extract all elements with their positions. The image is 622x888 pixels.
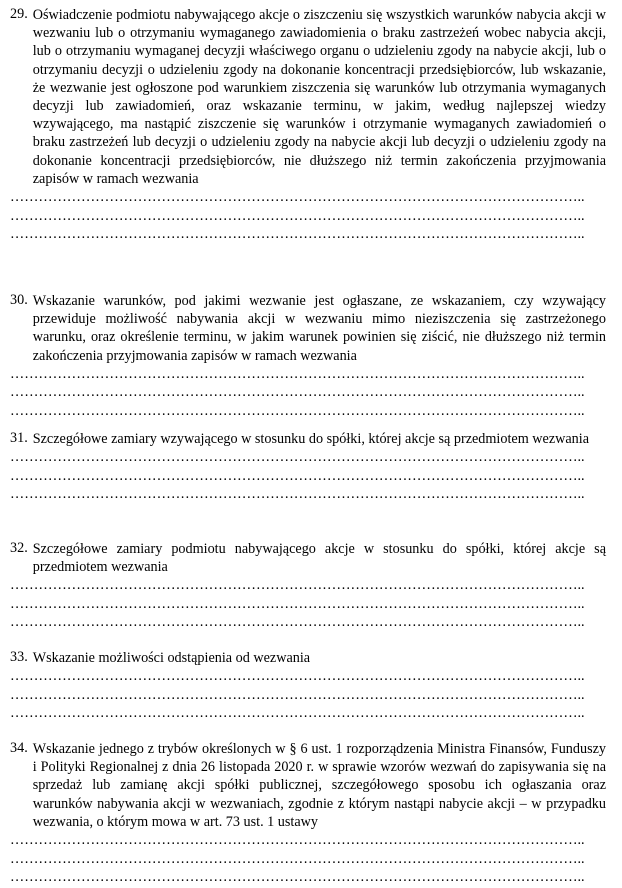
section-32 (10, 540, 606, 632)
section-34 (10, 740, 606, 887)
section-32-number: 32. (10, 540, 28, 556)
section-29-number: 29. (10, 6, 28, 22)
answer-line[interactable]: ………………………………………………………………………………………………………….. (10, 686, 585, 703)
answer-line[interactable]: ………………………………………………………………………………………………………….. (10, 869, 585, 886)
section-30 (10, 292, 606, 420)
answer-line[interactable]: ………………………………………………………………………………………………………….. (10, 614, 585, 631)
section-29-answer-lines (10, 188, 606, 244)
section-32-answer-lines (10, 576, 606, 632)
answer-line[interactable]: ………………………………………………………………………………………………………….. (10, 449, 585, 466)
section-30-answer-lines (10, 365, 606, 421)
answer-line[interactable]: ………………………………………………………………………………………………………….. (10, 207, 585, 224)
answer-line[interactable]: ………………………………………………………………………………………………………….. (10, 384, 585, 401)
answer-line[interactable]: ………………………………………………………………………………………………………….. (10, 189, 585, 206)
section-34-text: Wskazanie jednego z trybów określonych w § 6 ust. 1 rozporządzenia Ministra Finansów, Funduszy i Polityki Regionalnej z dnia 26 listopada 2020 r. w sprawie wzorów wezwań do zapisywania się na sprzedaż lub zamianę akcji spółki publicznej, szczegółowego sposobu ich ogłaszania oraz warunków nabywania akcji w wezwaniach, zgodnie z którym nastąpi nabycie akcji – w przypadku wezwania, o którym mowa w art. 73 ust. 1 ustawy (32, 741, 606, 830)
section-30-heading (10, 292, 606, 365)
section-33-number: 33. (10, 649, 28, 665)
section-33-heading (10, 649, 606, 667)
section-31-number: 31. (10, 430, 28, 446)
answer-line[interactable]: ………………………………………………………………………………………………………….. (10, 486, 585, 503)
section-31-heading (10, 430, 606, 448)
answer-line[interactable]: ………………………………………………………………………………………………………….. (10, 402, 585, 419)
answer-line[interactable]: ………………………………………………………………………………………………………….. (10, 577, 585, 594)
answer-line[interactable]: ………………………………………………………………………………………………………….. (10, 365, 585, 382)
section-31-answer-lines (10, 448, 606, 504)
section-33-answer-lines (10, 667, 606, 723)
answer-line[interactable]: ………………………………………………………………………………………………………….. (10, 832, 585, 849)
answer-line[interactable]: ………………………………………………………………………………………………………….. (10, 595, 585, 612)
section-29-heading (10, 6, 606, 188)
section-30-number: 30. (10, 292, 28, 308)
section-32-heading (10, 540, 606, 576)
section-30-text: Wskazanie warunków, pod jakimi wezwanie jest ogłaszane, ze wskazaniem, czy wzywający przewiduje możliwość nabywania akcji w wezwaniu mimo nieziszczenia się zastrzeżonego warunku, oraz określenie terminu, w jakim warunek powinien się ziścić, nie dłuższego niż termin zakończenia przyjmowania zapisów w ramach wezwania (32, 293, 606, 364)
section-31-text: Szczegółowe zamiary wzywającego w stosunku do spółki, której akcje są przedmiotem wezwania (32, 431, 590, 447)
answer-line[interactable]: ………………………………………………………………………………………………………….. (10, 705, 585, 722)
section-34-heading (10, 740, 606, 831)
section-29-text: Oświadczenie podmiotu nabywającego akcje o ziszczeniu się wszystkich warunków nabycia akcji w wezwaniu lub o otrzymaniu wymaganego zawiadomienia o braku zastrzeżeń wobec nabycia akcji, lub o otrzymaniu wymaganej decyzji właściwego organu o udzieleniu zgody na nabycie akcji, lub o otrzymaniu decyzji o udzieleniu zgody na dokonanie koncentracji przedsiębiorców, lub wskazanie, że wezwanie jest ogłoszone pod warunkiem ziszczenia się warunków lub otrzymania wymaganych decyzji lub zawiadomień, oraz wskazanie terminu, w jakim, według najlepszej wiedzy wzywającego, ma nastąpić ziszczenie się warunków i otrzymanie wymaganych zawiadomień o braku zastrzeżeń lub decyzji o udzieleniu zgody na nabycie akcji lub decyzji o udzieleniu zgody na dokonanie koncentracji przedsiębiorców, nie dłuższego niż termin zakończenia przyjmowania zapisów w ramach wezwania (32, 7, 606, 187)
answer-line[interactable]: ………………………………………………………………………………………………………….. (10, 226, 585, 243)
answer-line[interactable]: ………………………………………………………………………………………………………….. (10, 668, 585, 685)
section-29 (10, 6, 606, 244)
answer-line[interactable]: ………………………………………………………………………………………………………….. (10, 850, 585, 867)
section-33 (10, 649, 606, 723)
section-34-answer-lines (10, 831, 606, 887)
section-33-text: Wskazanie możliwości odstąpienia od wezwania (32, 650, 311, 666)
section-31 (10, 430, 606, 504)
section-32-text: Szczegółowe zamiary podmiotu nabywającego akcje w stosunku do spółki, której akcje są przedmiotem wezwania (32, 541, 606, 576)
section-34-number: 34. (10, 740, 28, 756)
answer-line[interactable]: ………………………………………………………………………………………………………….. (10, 467, 585, 484)
